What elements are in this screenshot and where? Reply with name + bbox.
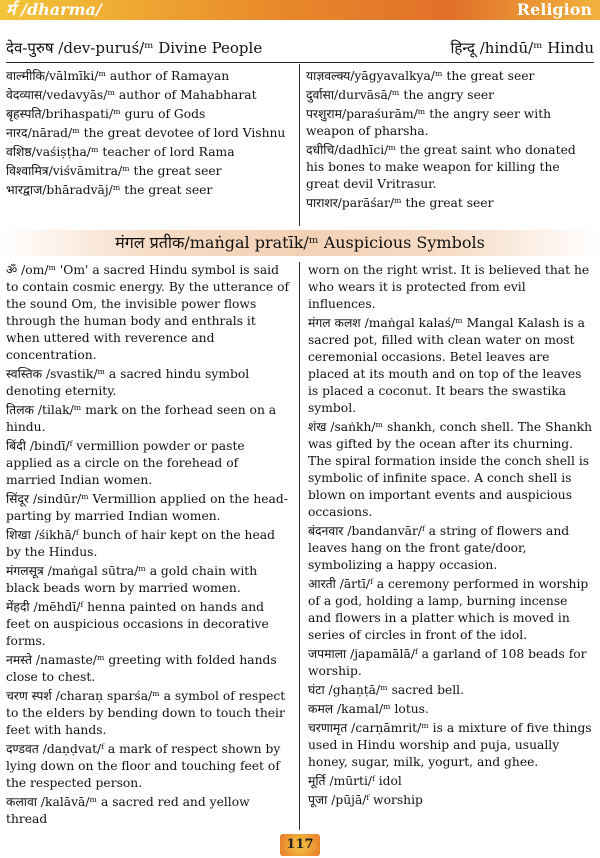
page-number: 117	[280, 834, 320, 856]
glossary-entry: बिंदी /bindī/ᶠ vermillion powder or paste applied as a circle on the forehead of married Indian women.	[6, 439, 245, 487]
glossary-entry: शंख /saṅkh/ᵐ shankh, conch shell. The Shankh was gifted by the ocean after its churning. The spiral formation inside the conch shell is symbolic of infinite space. A conch shell is blown on important events and auspicious occasions.	[308, 420, 593, 519]
glossary-entry: घंटा /ghaṇṭā/ᵐ sacred bell.	[308, 683, 464, 697]
section-title-hindi: र्म /dharma/	[6, 0, 102, 19]
glossary-entry: नमस्ते /namaste/ᵐ greeting with folded hands close to chest.	[6, 653, 277, 684]
glossary-entry: पूजा /pūjā/ᶠ worship	[308, 793, 423, 807]
glossary-entry: मूर्ति /mūrti/ᶠ idol	[308, 774, 402, 788]
glossary-entry: वाल्मीकि/vālmīki/ᵐ author of Ramayan	[6, 69, 230, 83]
glossary-entry: बंदनवार /bandanvār/ᶠ a string of flowers and leaves hang on the front gate/door, symbolizing a happy occasion.	[308, 524, 570, 572]
divine-people-right-column	[306, 68, 594, 214]
glossary-entry: भारद्वाज/bhāradvāj/ᵐ the great seer	[6, 183, 213, 197]
glossary-entry: चरण स्पर्श /charaṇ sparśa/ᵐ a symbol of respect to the elders by bending down to touch their feet with hands.	[6, 689, 286, 737]
glossary-entry: दुर्वासा/durvāsā/ᵐ the angry seer	[306, 88, 495, 102]
glossary-entry: स्वस्तिक /svastik/ᵐ a sacred hindu symbol denoting eternity.	[6, 367, 250, 398]
glossary-entry: आरती /ārtī/ᶠ a ceremony performed in worship of a god, holding a lamp, burning incense and flowers in a platter which is moved in series of circles in front of the idol.	[308, 577, 589, 642]
glossary-entry: मंगलसूत्र /maṅgal sūtra/ᵐ a gold chain with black beads worn by married women.	[6, 564, 258, 595]
divine-people-heading: देव-पुरुष /dev-puruś/ᵐ Divine People	[6, 39, 263, 57]
glossary-entry: दण्डवत /daṇḍvat/ᶠ a mark of respect shown by lying down on the floor and touching feet of the respected person.	[6, 742, 281, 790]
glossary-entry: वेदव्यास/vedavyās/ᵐ author of Mahabharat	[6, 88, 257, 102]
glossary-entry: worn on the right wrist. It is believed that he who wears it is protected from evil influences.	[308, 263, 590, 311]
glossary-entry: कमल /kamal/ᵐ lotus.	[308, 702, 429, 716]
section-header-bar	[0, 0, 600, 20]
glossary-entry: ॐ /om/ᵐ 'Om' a sacred Hindu symbol is said to contain cosmic energy. By the utterance of the sound Om, the invisible power flows through the human body and enthrals it when uttered with reverence and concentration.	[6, 263, 290, 362]
heading-rule	[6, 62, 594, 63]
section-title-english: Religion	[516, 0, 592, 19]
glossary-entry: वशिष्ठ/vaśiṣṭha/ᵐ teacher of lord Rama	[6, 145, 235, 159]
glossary-entry: तिलक /tilak/ᵐ mark on the forhead seen on a hindu.	[6, 403, 277, 434]
column-divider	[299, 64, 300, 226]
symbols-heading-banner	[0, 230, 600, 256]
glossary-entry: पाराशर/parāśar/ᵐ the great seer	[306, 196, 494, 210]
glossary-entry: मेंहदी /mēhdī/ᶠ henna painted on hands and feet on auspicious occasions in decorative forms.	[6, 600, 269, 648]
glossary-entry: सिंदूर /sindūr/ᵐ Vermillion applied on the head-parting by married Indian women.	[6, 492, 288, 523]
column-divider	[299, 262, 300, 830]
glossary-entry: नारद/nārad/ᵐ the great devotee of lord Vishnu	[6, 126, 286, 140]
glossary-entry: मंगल कलश /maṅgal kalaś/ᵐ Mangal Kalash is a sacred pot, filled with clean water on most ceremonial occasions. Betel leaves are placed at its mouth and on top of the leaves is placed a coconut. It bears the swastika symbol.	[308, 316, 585, 415]
glossary-entry: जपमाला /japamālā/ᶠ a garland of 108 beads for worship.	[308, 647, 587, 678]
glossary-entry: चरणामृत /carṇāmrit/ᵐ is a mixture of five things used in Hindu worship and puja, usually honey, sugar, milk, yogurt, and ghee.	[308, 721, 592, 769]
symbols-right-column	[308, 262, 594, 811]
divine-people-left-column	[6, 68, 292, 201]
glossary-entry: कलावा /kalāvā/ᵐ a sacred red and yellow thread	[6, 795, 250, 826]
glossary-entry: परशुराम/paraśurām/ᵐ the angry seer with weapon of pharsha.	[306, 107, 552, 138]
symbols-heading: मंगल प्रतीक/maṅgal pratīk/ᵐ Auspicious Symbols	[115, 233, 485, 252]
hindu-heading: हिन्दू /hindū/ᵐ Hindu	[450, 39, 594, 57]
glossary-entry: याज्ञवल्क्य/yāgyavalkya/ᵐ the great seer	[306, 69, 535, 83]
symbols-left-column	[6, 262, 290, 830]
glossary-entry: दधीचि/dadhīci/ᵐ the great saint who donated his bones to make weapon for killing the great devil Vritrasur.	[306, 143, 576, 191]
glossary-entry: शिखा /śikhā/ᶠ bunch of hair kept on the head by the Hindus.	[6, 528, 275, 559]
glossary-entry: बृहस्पति/brihaspati/ᵐ guru of Gods	[6, 107, 206, 121]
glossary-entry: विश्वामित्र/viśvāmitra/ᵐ the great seer	[6, 164, 222, 178]
